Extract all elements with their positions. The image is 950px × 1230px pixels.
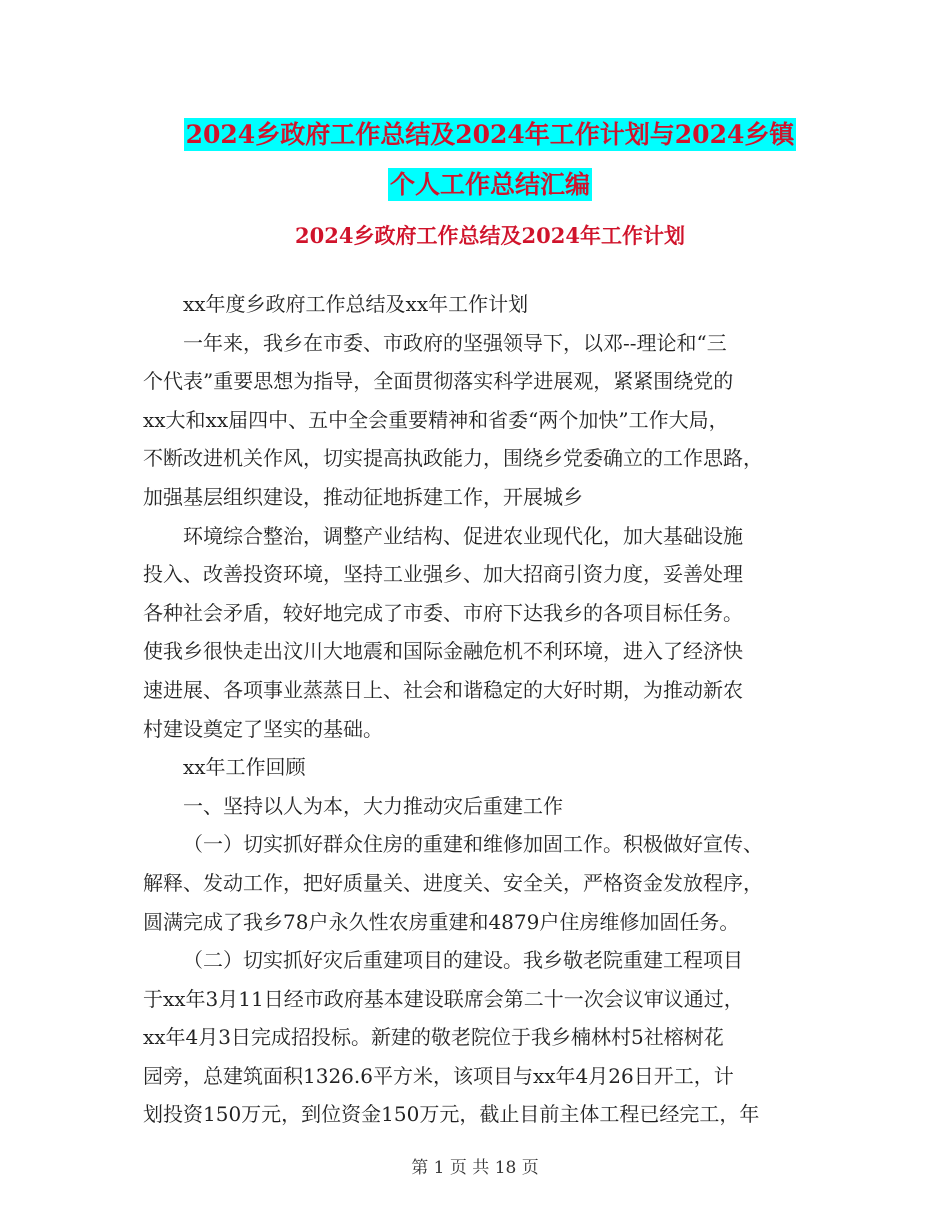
- text-line: xx年工作回顾: [183, 755, 306, 780]
- text-line: 圆满完成了我乡78户永久性农房重建和4879户住房维修加固任务。: [143, 909, 740, 934]
- text-line: （一）切实抓好群众住房的重建和维修加固工作。积极做好宣传、: [183, 832, 763, 857]
- text-line: xx大和xx届四中、五中全会重要精神和省委“两个加快”工作大局，: [143, 407, 729, 432]
- text-line: 一、坚持以人为本，大力推动灾后重建工作: [183, 793, 563, 818]
- text-line: 不断改进机关作风，切实提高执政能力，围绕乡党委确立的工作思路，: [143, 446, 763, 471]
- text-line: 使我乡很快走出汶川大地震和国际金融危机不利环境，进入了经济快: [143, 639, 743, 664]
- text-line: （二）切实抓好灾后重建项目的建设。我乡敬老院重建工程项目: [183, 948, 743, 973]
- text-line: 投入、改善投资环境，坚持工业强乡、加大招商引资力度，妥善处理: [143, 562, 743, 587]
- body-text: [143, 285, 823, 1134]
- text-line: 于xx年3月11日经市政府基本建设联席会第二十一次会议审议通过，: [143, 986, 744, 1011]
- page-footer: 第 1 页 共 18 页: [411, 1158, 539, 1178]
- text-line: 速进展、各项事业蒸蒸日上、社会和谐稳定的大好时期，为推动新农: [143, 677, 743, 702]
- text-line: 解释、发动工作，把好质量关、进度关、安全关，严格资金发放程序，: [143, 870, 763, 895]
- main-title-line-1: 2024乡政府工作总结及2024年工作计划与2024乡镇: [185, 120, 795, 149]
- text-line: 划投资150万元，到位资金150万元，截止目前主体工程已经完工，年: [143, 1102, 760, 1127]
- text-line: 村建设奠定了坚实的基础。: [143, 716, 383, 741]
- section-title: 2024乡政府工作总结及2024年工作计划: [295, 223, 685, 248]
- main-title: [140, 110, 840, 210]
- text-line: 个代表”重要思想为指导，全面贯彻落实科学进展观，紧紧围绕党的: [143, 369, 734, 394]
- main-title-line-2: 个人工作总结汇编: [389, 170, 590, 199]
- text-line: 园旁，总建筑面积1326.6平方米，该项目与xx年4月26日开工，计: [143, 1063, 734, 1088]
- text-line: 加强基层组织建设，推动征地拆建工作，开展城乡: [143, 484, 583, 509]
- text-line: 一年来，我乡在市委、市政府的坚强领导下，以邓--理论和“三: [183, 330, 727, 355]
- text-line: xx年度乡政府工作总结及xx年工作计划: [183, 292, 529, 316]
- text-line: 环境综合整治，调整产业结构、促进农业现代化，加大基础设施: [183, 523, 743, 548]
- text-line: 各种社会矛盾，较好地完成了市委、市府下达我乡的各项目标任务。: [143, 600, 743, 625]
- text-line: xx年4月3日完成招投标。新建的敬老院位于我乡楠林村5社榕树花: [143, 1025, 724, 1050]
